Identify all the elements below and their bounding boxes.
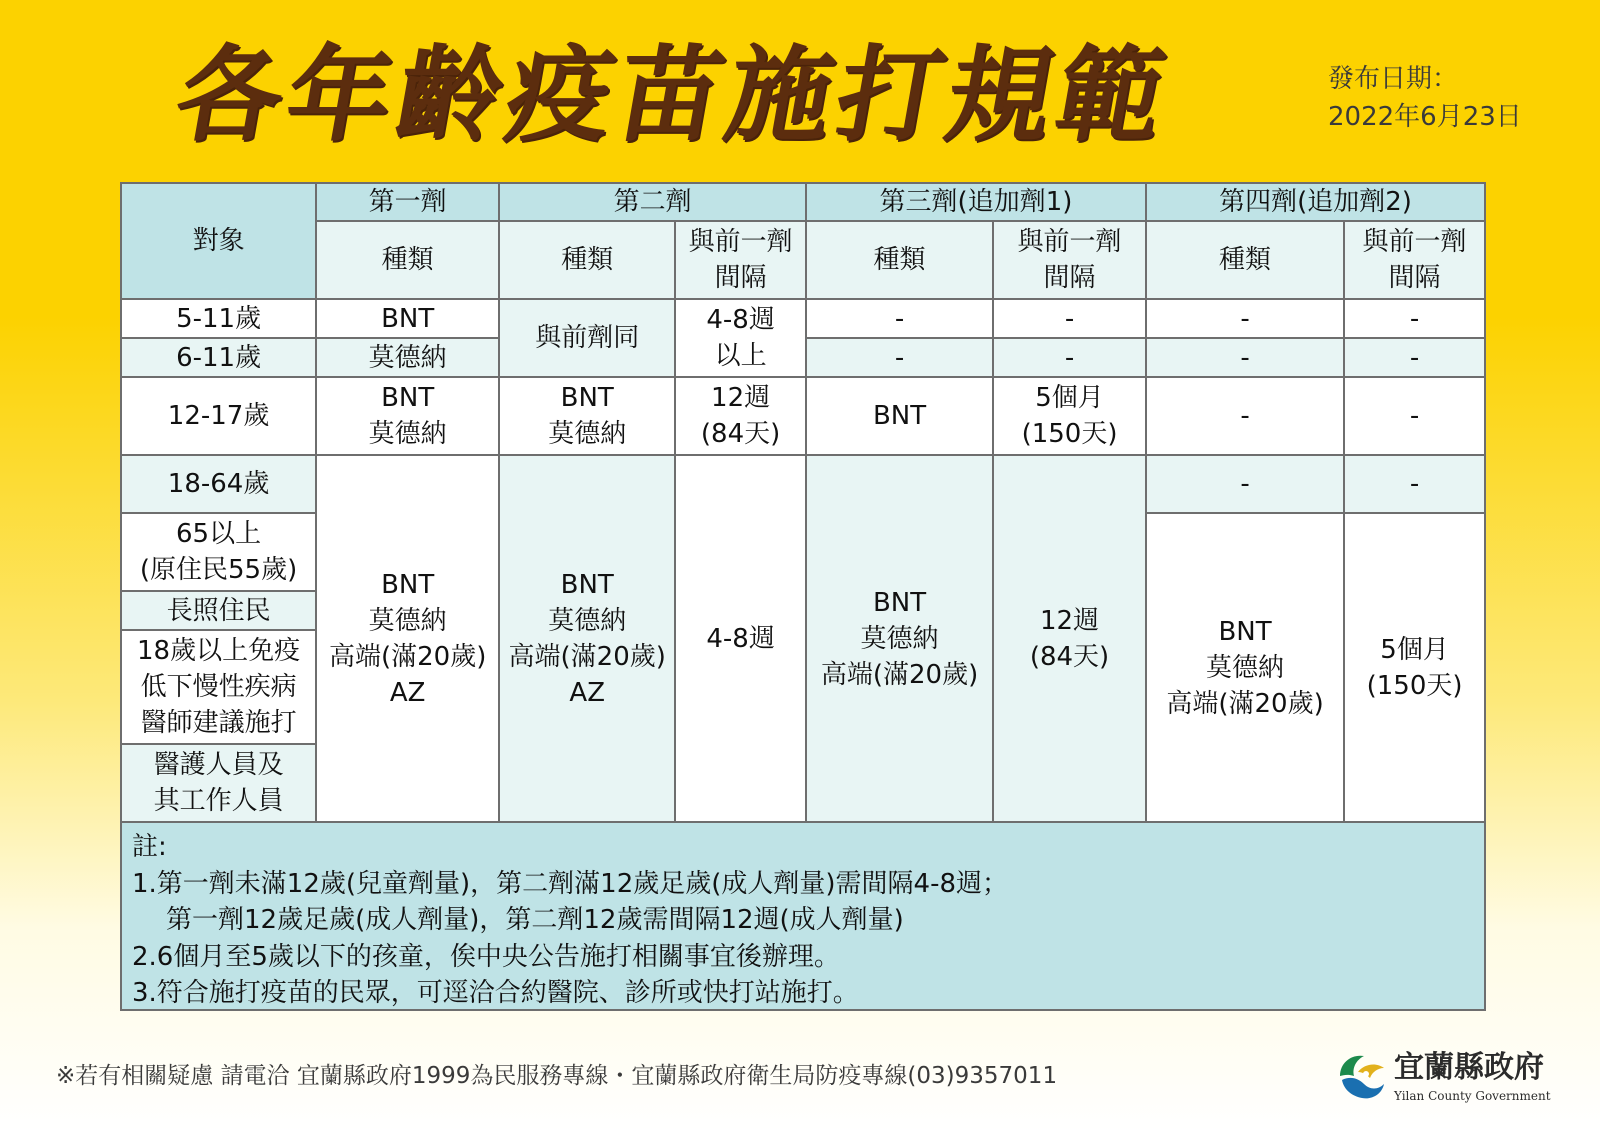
target-cell: 18-64歲 xyxy=(121,455,316,513)
dose4-interval-cell: - xyxy=(1344,377,1485,455)
dose1-type-cell: 莫德納 xyxy=(316,338,499,377)
header-dose2-type: 種類 xyxy=(499,221,675,299)
dose3-type-cell: - xyxy=(806,338,993,377)
target-cell: 6-11歲 xyxy=(121,338,316,377)
contact-footer: ※若有相關疑慮 請電洽 宜蘭縣政府1999為民服務專線・宜蘭縣政府衛生局防疫專線(03)9357011 xyxy=(56,1063,1058,1089)
dose4-type-cell: - xyxy=(1146,338,1344,377)
dose2-type-cell: 與前劑同 xyxy=(499,299,675,377)
page-title: 各年齡疫苗施打規範 xyxy=(167,34,1179,156)
dose4-type-cell: - xyxy=(1146,455,1344,513)
release-date-value: 2022年6月23日 xyxy=(1328,102,1522,132)
vaccine-schedule-table xyxy=(120,182,1486,823)
yilan-county-logo xyxy=(1336,1048,1576,1114)
adult-dose1-type-cell: BNT 莫德納 高端(滿20歲) AZ xyxy=(316,455,499,822)
header-row-doses xyxy=(121,183,1485,221)
notes-box xyxy=(120,823,1486,1011)
adult-dose3-interval-cell: 12週 (84天) xyxy=(993,455,1146,822)
target-cell: 醫護人員及 其工作人員 xyxy=(121,744,316,822)
dose3-interval-cell: - xyxy=(993,338,1146,377)
logo-name-english: Yilan County Government xyxy=(1394,1089,1551,1103)
target-cell: 5-11歲 xyxy=(121,299,316,338)
note-1-continued: 第一劑12歲足歲(成人劑量)，第二劑12歲需間隔12週(成人劑量) xyxy=(166,905,904,935)
target-cell: 12-17歲 xyxy=(121,377,316,455)
header-dose1-type: 種類 xyxy=(316,221,499,299)
header-dose4: 第四劑(追加劑2) xyxy=(1146,183,1485,221)
adult-dose2-type-cell: BNT 莫德納 高端(滿20歲) AZ xyxy=(499,455,675,822)
table-row xyxy=(121,455,1485,513)
target-cell: 65以上 (原住民55歲) xyxy=(121,513,316,591)
dose4-interval-cell: - xyxy=(1344,338,1485,377)
header-dose2: 第二劑 xyxy=(499,183,806,221)
adult-dose4-interval-cell: 5個月 (150天) xyxy=(1344,513,1485,822)
header-dose3-type: 種類 xyxy=(806,221,993,299)
dose2-interval-cell: 12週 (84天) xyxy=(675,377,806,455)
header-target: 對象 xyxy=(121,183,316,299)
dose4-interval-cell: - xyxy=(1344,299,1485,338)
dose3-type-cell: BNT xyxy=(806,377,993,455)
dose4-interval-cell: - xyxy=(1344,455,1485,513)
dose3-interval-cell: 5個月 (150天) xyxy=(993,377,1146,455)
header-dose4-type: 種類 xyxy=(1146,221,1344,299)
table-row xyxy=(121,299,1485,338)
header-dose3-interval: 與前一劑 間隔 xyxy=(993,221,1146,299)
header-dose4-interval: 與前一劑 間隔 xyxy=(1344,221,1485,299)
dose2-interval-cell: 4-8週 以上 xyxy=(675,299,806,377)
dose1-type-cell: BNT 莫德納 xyxy=(316,377,499,455)
note-2: 2.6個月至5歲以下的孩童，俟中央公告施打相關事宜後辦理。 xyxy=(132,941,840,972)
note-3: 3.符合施打疫苗的民眾，可逕洽合約醫院、診所或快打站施打。 xyxy=(132,978,859,1008)
target-cell: 18歲以上免疫 低下慢性疾病 醫師建議施打 xyxy=(121,630,316,744)
note-1: 1.第一劑未滿12歲(兒童劑量)，第二劑滿12歲足歲(成人劑量)需間隔4-8週； xyxy=(132,868,1009,899)
adult-dose4-type-cell: BNT 莫德納 高端(滿20歲) xyxy=(1146,513,1344,822)
release-date-label: 發布日期： xyxy=(1328,64,1459,94)
notes-heading: 註: xyxy=(132,832,167,862)
release-date-block xyxy=(1328,60,1578,136)
vaccine-schedule-board xyxy=(120,182,1486,1020)
yilan-county-emblem-icon xyxy=(1336,1050,1388,1102)
header-row-subcolumns xyxy=(121,221,1485,299)
dose2-type-cell: BNT 莫德納 xyxy=(499,377,675,455)
dose4-type-cell: - xyxy=(1146,377,1344,455)
adult-dose2-interval-cell: 4-8週 xyxy=(675,455,806,822)
logo-name-chinese: 宜蘭縣政府 xyxy=(1394,1050,1544,1085)
adult-dose3-type-cell: BNT 莫德納 高端(滿20歲) xyxy=(806,455,993,822)
header-dose1: 第一劑 xyxy=(316,183,499,221)
dose3-interval-cell: - xyxy=(993,299,1146,338)
table-row xyxy=(121,377,1485,455)
header-dose3: 第三劑(追加劑1) xyxy=(806,183,1146,221)
target-cell: 長照住民 xyxy=(121,591,316,630)
dose1-type-cell: BNT xyxy=(316,299,499,338)
dose3-type-cell: - xyxy=(806,299,993,338)
header-dose2-interval: 與前一劑 間隔 xyxy=(675,221,806,299)
dose4-type-cell: - xyxy=(1146,299,1344,338)
